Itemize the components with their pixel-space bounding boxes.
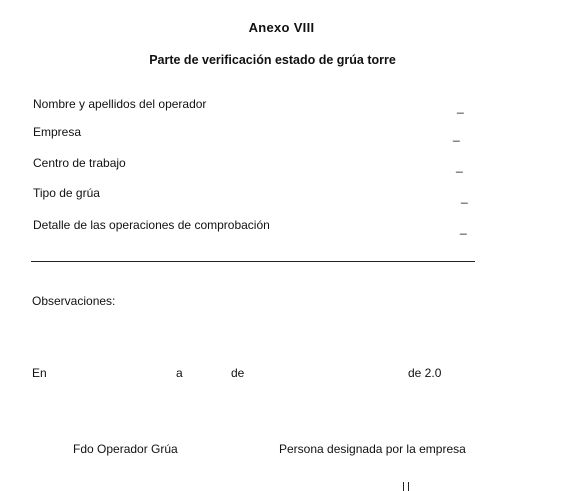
signature-operator: Fdo Operador Grúa — [73, 442, 178, 456]
field-label-company: Empresa — [33, 125, 82, 139]
date-line-year: de 2.0 — [408, 366, 442, 380]
document-subtitle: Parte de verificación estado de grúa torre — [149, 53, 396, 67]
signature-company-person: Persona designada por la empresa — [279, 442, 466, 456]
observations-label: Observaciones: — [32, 294, 116, 308]
field-blank-company: _ — [453, 128, 460, 142]
document-title: Anexo VIII — [248, 20, 315, 35]
field-label-work-center: Centro de trabajo — [33, 156, 126, 170]
field-blank-operator-name: _ — [457, 100, 464, 114]
date-line-en: En — [32, 366, 47, 380]
bottom-tick-mark — [403, 480, 410, 491]
field-label-check-details: Detalle de las operaciones de comprobación — [33, 218, 270, 232]
field-blank-work-center: _ — [456, 159, 463, 173]
date-line-de: de — [231, 366, 245, 380]
field-label-operator-name: Nombre y apellidos del operador — [33, 97, 207, 111]
separator-line — [31, 261, 475, 262]
field-blank-crane-type: _ — [461, 190, 468, 204]
date-line-a: a — [176, 366, 183, 380]
field-label-crane-type: Tipo de grúa — [33, 186, 100, 200]
field-blank-check-details: _ — [460, 221, 467, 235]
